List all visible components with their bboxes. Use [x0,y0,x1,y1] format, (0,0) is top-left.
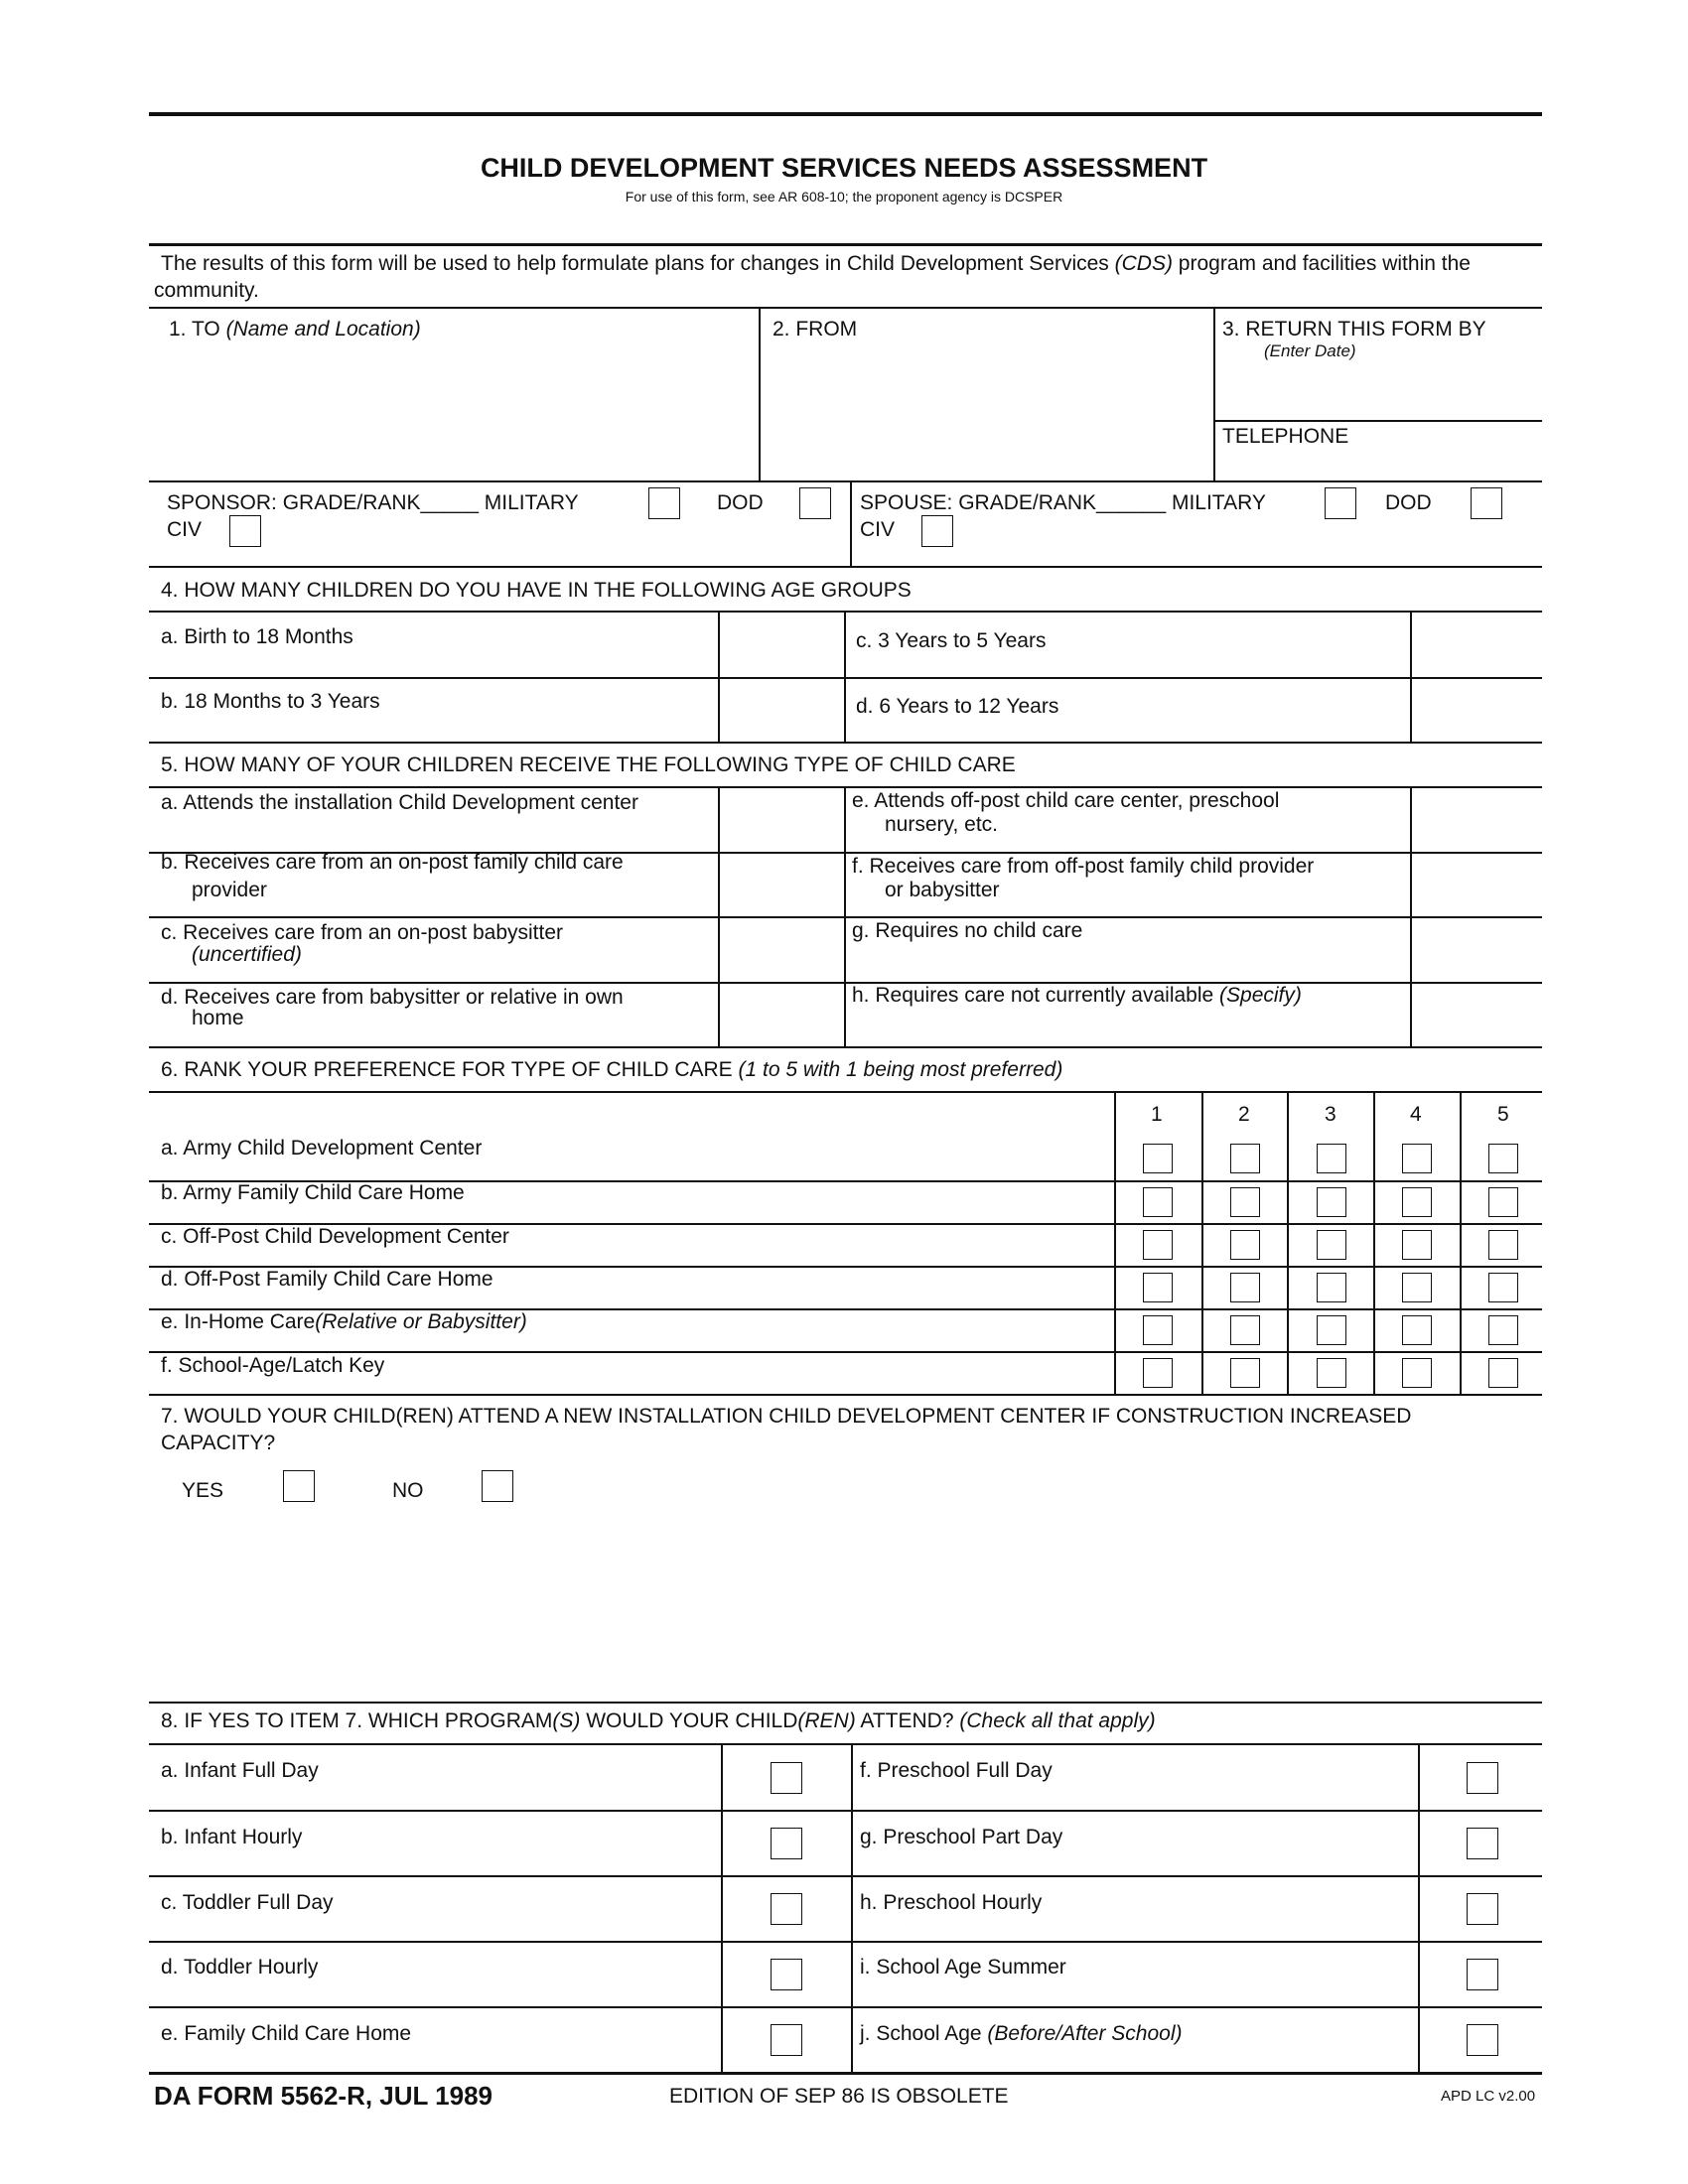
q4-rule-1 [149,611,1542,613]
q8-j-label: j. School Age (Before/After School) [860,2022,1183,2045]
q4-d-count-field[interactable] [1413,680,1540,740]
q6-d-rank5-checkbox[interactable] [1488,1273,1518,1302]
q5-col-1 [718,786,720,1046]
q6-b-rank1-checkbox[interactable] [1143,1187,1173,1217]
q6-f-rank5-checkbox[interactable] [1488,1358,1518,1388]
q6-a-rank4-checkbox[interactable] [1402,1144,1432,1173]
q5-c-label: c. Receives care from an on-post babysitter [161,921,564,944]
q4-b-label: b. 18 Months to 3 Years [161,690,380,713]
sponsor-civ-label: CIV [167,518,203,541]
q5-b-label: b. Receives care from an on-post family child care [161,851,624,874]
top-rule [149,112,1542,116]
q8-e-label: e. Family Child Care Home [161,2022,412,2045]
q4-col-2 [844,611,846,742]
q8-e-checkbox[interactable] [771,2024,802,2056]
q5-a-count-field[interactable] [721,789,842,850]
q5-b-label-cont: provider [192,879,267,901]
q8-rule-4 [149,1941,1542,1943]
q6-rank-1: 1 [1151,1103,1163,1126]
q8-heading: 8. IF YES TO ITEM 7. WHICH PROGRAM(S) WOULD YOUR CHILD(REN) ATTEND? (Check all that apply) [161,1709,1156,1732]
sponsor-military-checkbox[interactable] [648,487,680,519]
q5-d-count-field[interactable] [721,985,842,1044]
q7-yes-label: YES [182,1479,224,1502]
q8-h-checkbox[interactable] [1467,1893,1498,1925]
q6-d-rank4-checkbox[interactable] [1402,1273,1432,1302]
q8-d-checkbox[interactable] [771,1959,802,1990]
q4-col-1 [718,611,720,742]
from-return-divider [1213,307,1215,481]
intro-top-rule [149,243,1542,246]
q6-c-label: c. Off-Post Child Development Center [161,1225,509,1248]
q8-col-3 [1418,1743,1420,2073]
q6-f-rank2-checkbox[interactable] [1230,1358,1260,1388]
q6-col-5 [1460,1091,1462,1395]
q6-b-rank5-checkbox[interactable] [1488,1187,1518,1217]
q4-c-count-field[interactable] [1413,614,1540,675]
q5-g-label: g. Requires no child care [852,919,1083,942]
q6-b-label: b. Army Family Child Care Home [161,1181,465,1204]
q6-rule-bottom [149,1394,1542,1396]
q5-c-label-cont: (uncertified) [192,943,302,966]
q5-b-count-field[interactable] [721,855,842,914]
q5-e-count-field[interactable] [1413,789,1540,850]
q6-col-1 [1114,1091,1116,1395]
q6-c-rank2-checkbox[interactable] [1230,1230,1260,1260]
sponsor-bottom-rule [149,566,1542,568]
q6-a-rank5-checkbox[interactable] [1488,1144,1518,1173]
q6-b-rank2-checkbox[interactable] [1230,1187,1260,1217]
form-identifier: DA FORM 5562-R, JUL 1989 [154,2081,493,2111]
q6-f-rank4-checkbox[interactable] [1402,1358,1432,1388]
q6-rule-top [149,1091,1542,1093]
q8-b-label: b. Infant Hourly [161,1826,303,1848]
q4-a-count-field[interactable] [721,614,842,675]
q8-a-checkbox[interactable] [771,1762,802,1794]
q8-rule-2 [149,1810,1542,1812]
q6-col-4 [1373,1091,1375,1395]
q5-f-label: f. Receives care from off-post family child provider [852,855,1315,878]
spouse-dod-label: DOD [1385,491,1432,514]
q6-a-rank3-checkbox[interactable] [1317,1144,1346,1173]
q5-heading: 5. HOW MANY OF YOUR CHILDREN RECEIVE THE FOLLOWING TYPE OF CHILD CARE [161,753,1016,776]
sponsor-label: SPONSOR: GRADE/RANK_____ MILITARY [167,491,579,514]
q5-col-2 [844,786,846,1046]
q6-b-rank3-checkbox[interactable] [1317,1187,1346,1217]
q8-g-label: g. Preschool Part Day [860,1826,1063,1848]
q4-rule-3 [149,742,1542,744]
q8-rule-3 [149,1875,1542,1877]
q5-g-count-field[interactable] [1413,919,1540,980]
telephone-rule [1213,420,1542,422]
q5-c-count-field[interactable] [721,919,842,980]
to-from-divider [759,307,761,481]
from-label: 2. FROM [773,318,858,341]
q6-a-rank1-checkbox[interactable] [1143,1144,1173,1173]
q5-e-label-cont: nursery, etc. [885,813,998,836]
sponsor-dod-checkbox[interactable] [799,487,831,519]
q8-col-2 [851,1743,853,2073]
q5-f-label-cont: or babysitter [885,879,1000,901]
telephone-label: TELEPHONE [1222,425,1349,448]
items-bottom-rule [149,480,1542,482]
q6-e-rank1-checkbox[interactable] [1143,1315,1173,1345]
sponsor-spouse-divider [850,480,852,567]
q6-d-label: d. Off-Post Family Child Care Home [161,1268,493,1291]
q8-rule-1 [149,1743,1542,1745]
q6-heading: 6. RANK YOUR PREFERENCE FOR TYPE OF CHILD CARE (1 to 5 with 1 being most preferred) [161,1058,1063,1081]
q6-e-label: e. In-Home Care(Relative or Babysitter) [161,1310,527,1333]
q6-f-label: f. School-Age/Latch Key [161,1354,385,1377]
spouse-dod-checkbox[interactable] [1471,487,1502,519]
q8-rule-5 [149,2006,1542,2008]
q6-rank-3: 3 [1325,1103,1336,1126]
q5-h-label: h. Requires care not currently available (Specify) [852,984,1302,1007]
q5-rule-4 [149,982,1542,984]
q6-a-rank2-checkbox[interactable] [1230,1144,1260,1173]
q6-f-rank1-checkbox[interactable] [1143,1358,1173,1388]
q4-col-3 [1410,611,1412,742]
sponsor-dod-label: DOD [717,491,764,514]
intro-text: The results of this form will be used to help formulate plans for changes in Child Development Services (CDS) program and facilities within the [161,252,1471,275]
q6-rank-2: 2 [1238,1103,1250,1126]
q6-d-rank3-checkbox[interactable] [1317,1273,1346,1302]
q6-c-rank4-checkbox[interactable] [1402,1230,1432,1260]
q7-question-cont: CAPACITY? [161,1432,276,1454]
q7-yes-checkbox[interactable] [283,1470,315,1502]
q7-no-checkbox[interactable] [482,1470,513,1502]
q6-f-rank3-checkbox[interactable] [1317,1358,1346,1388]
q8-i-label: i. School Age Summer [860,1956,1066,1979]
intro-text-cont: community. [154,279,259,302]
q6-b-rank4-checkbox[interactable] [1402,1187,1432,1217]
spouse-civ-label: CIV [860,518,896,541]
intro-bottom-rule [149,307,1542,309]
q8-rule-top [149,1702,1542,1704]
q4-heading: 4. HOW MANY CHILDREN DO YOU HAVE IN THE FOLLOWING AGE GROUPS [161,579,912,602]
q7-no-label: NO [392,1479,424,1502]
q6-e-rank2-checkbox[interactable] [1230,1315,1260,1345]
q7-question: 7. WOULD YOUR CHILD(REN) ATTEND A NEW INSTALLATION CHILD DEVELOPMENT CENTER IF CONSTRUCTION INCREASED [161,1405,1412,1428]
spouse-label: SPOUSE: GRADE/RANK______ MILITARY [860,491,1266,514]
q5-h-count-field[interactable] [1413,985,1540,1044]
return-by-label: 3. RETURN THIS FORM BY [1222,318,1486,341]
q5-col-3 [1410,786,1412,1046]
page-subtitle: For use of this form, see AR 608-10; the proponent agency is DCSPER [625,189,1063,205]
q8-c-checkbox[interactable] [771,1893,802,1925]
q6-c-rank3-checkbox[interactable] [1317,1230,1346,1260]
q8-f-checkbox[interactable] [1467,1762,1498,1794]
q6-col-3 [1287,1091,1289,1395]
q5-e-label: e. Attends off-post child care center, preschool [852,789,1280,812]
spouse-civ-checkbox[interactable] [921,515,953,547]
q6-rank-5: 5 [1497,1103,1509,1126]
q6-e-rank3-checkbox[interactable] [1317,1315,1346,1345]
q8-i-checkbox[interactable] [1467,1959,1498,1990]
q8-b-checkbox[interactable] [771,1828,802,1859]
q5-d-label: d. Receives care from babysitter or relative in own [161,986,624,1009]
q6-e-rank5-checkbox[interactable] [1488,1315,1518,1345]
edition-note: EDITION OF SEP 86 IS OBSOLETE [669,2085,1009,2108]
version-note: APD LC v2.00 [1441,2088,1536,2105]
q4-b-count-field[interactable] [721,680,842,740]
q8-f-label: f. Preschool Full Day [860,1759,1053,1782]
q5-rule-3 [149,916,1542,918]
q6-c-rank1-checkbox[interactable] [1143,1230,1173,1260]
q6-e-rank4-checkbox[interactable] [1402,1315,1432,1345]
q6-d-rank1-checkbox[interactable] [1143,1273,1173,1302]
q6-c-rank5-checkbox[interactable] [1488,1230,1518,1260]
return-by-hint: (Enter Date) [1264,341,1356,360]
q5-f-count-field[interactable] [1413,855,1540,914]
q8-d-label: d. Toddler Hourly [161,1956,319,1979]
q4-rule-2 [149,677,1542,679]
q8-rule-bottom [149,2072,1542,2075]
q6-a-label: a. Army Child Development Center [161,1137,483,1160]
q8-a-label: a. Infant Full Day [161,1759,319,1782]
q5-d-label-cont: home [192,1007,244,1029]
q8-g-checkbox[interactable] [1467,1828,1498,1859]
q6-d-rank2-checkbox[interactable] [1230,1273,1260,1302]
q5-rule-5 [149,1046,1542,1048]
q6-rank-4: 4 [1410,1103,1422,1126]
q8-h-label: h. Preschool Hourly [860,1891,1043,1914]
q6-col-2 [1201,1091,1203,1395]
to-label: 1. TO (Name and Location) [169,318,421,341]
q4-c-label: c. 3 Years to 5 Years [856,629,1047,652]
q4-d-label: d. 6 Years to 12 Years [856,695,1059,718]
q4-a-label: a. Birth to 18 Months [161,625,353,648]
q5-rule-1 [149,786,1542,788]
q8-j-checkbox[interactable] [1467,2024,1498,2056]
spouse-military-checkbox[interactable] [1325,487,1356,519]
sponsor-civ-checkbox[interactable] [229,515,261,547]
page-title: CHILD DEVELOPMENT SERVICES NEEDS ASSESSMENT [480,153,1208,183]
q5-a-label: a. Attends the installation Child Development center [161,791,638,814]
q8-c-label: c. Toddler Full Day [161,1891,334,1914]
q8-col-1 [721,1743,723,2073]
